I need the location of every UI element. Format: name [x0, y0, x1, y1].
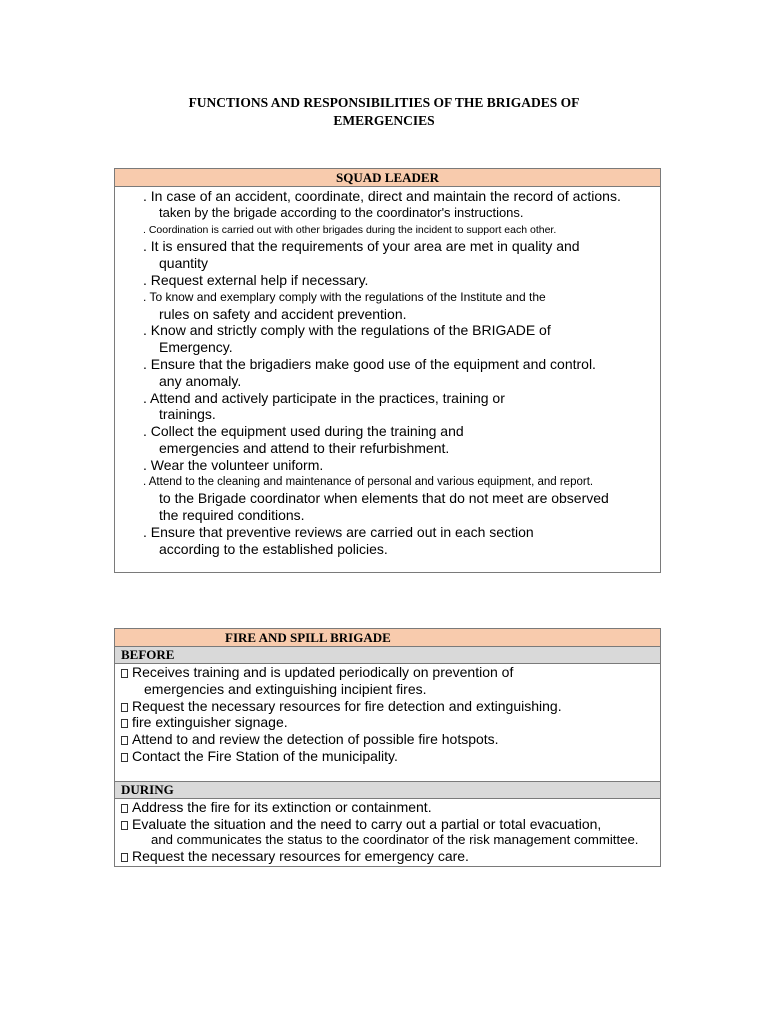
squad-leader-header: SQUAD LEADER — [115, 169, 660, 187]
checkbox-bullet-icon — [121, 804, 128, 813]
during-list — [115, 799, 660, 865]
list-item: Attend to and review the detection of possible fire hotspots. — [121, 731, 660, 748]
list-item: . Wear the volunteer uniform. — [143, 456, 324, 473]
title-line-1: FUNCTIONS AND RESPONSIBILITIES OF THE BRIGADES OF — [188, 95, 580, 110]
squad-leader-table — [114, 168, 661, 573]
checkbox-bullet-icon — [121, 753, 128, 762]
document-title — [0, 94, 768, 130]
list-item: . It is ensured that the requirements of your area are met in quality and quantity — [143, 238, 580, 272]
list-item: . Attend and actively participate in the practices, training or trainings. — [143, 389, 505, 423]
list-item: . Ensure that the brigadiers make good use of the equipment and control. any anomaly. — [143, 355, 596, 389]
during-section-label: DURING — [115, 781, 660, 799]
list-item: Address the fire for its extinction or containment. — [121, 799, 660, 816]
checkbox-bullet-icon — [121, 703, 128, 712]
fire-brigade-header: FIRE AND SPILL BRIGADE — [115, 629, 660, 647]
checkbox-bullet-icon — [121, 853, 128, 862]
list-item: . In case of an accident, coordinate, direct and maintain the record of actions. taken by the brigade according to the coordinator's instructions. — [143, 188, 621, 220]
list-item: . Attend to the cleaning and maintenance of personal and various equipment, and report. to the Brigade coordinator when elements that do not meet are observed the required conditions. — [143, 475, 609, 524]
list-item: . Request external help if necessary. — [143, 271, 369, 288]
list-item: fire extinguisher signage. — [121, 714, 660, 731]
before-section-label: BEFORE — [115, 647, 660, 664]
title-line-2: EMERGENCIES — [333, 113, 435, 128]
checkbox-bullet-icon — [121, 719, 128, 728]
list-item: Evaluate the situation and the need to carry out a partial or total evacuation, and communicates the status to the coordinator of the risk management committee. — [121, 816, 660, 848]
list-item: . Coordination is carried out with other brigades during the incident to support each other. — [143, 223, 557, 236]
list-item: Contact the Fire Station of the municipality. — [121, 748, 660, 765]
list-item: . Ensure that preventive reviews are carried out in each section according to the established policies. — [143, 523, 534, 557]
fire-spill-brigade-table — [114, 628, 661, 867]
list-item: Request the necessary resources for fire detection and extinguishing. — [121, 698, 660, 715]
checkbox-bullet-icon — [121, 669, 128, 678]
checkbox-bullet-icon — [121, 736, 128, 745]
checkbox-bullet-icon — [121, 821, 128, 830]
before-list — [115, 664, 660, 781]
list-item: . Collect the equipment used during the training and emergencies and attend to their refurbishment. — [143, 423, 464, 456]
list-item: Request the necessary resources for emergency care. — [121, 848, 660, 865]
list-item: . Know and strictly comply with the regulations of the BRIGADE of Emergency. — [143, 322, 551, 356]
list-item: Receives training and is updated periodically on prevention of emergencies and extinguishing incipient fires. — [121, 664, 660, 698]
list-item: . To know and exemplary comply with the regulations of the Institute and the rules on safety and accident prevention. — [143, 289, 546, 322]
squad-leader-list — [115, 187, 660, 558]
